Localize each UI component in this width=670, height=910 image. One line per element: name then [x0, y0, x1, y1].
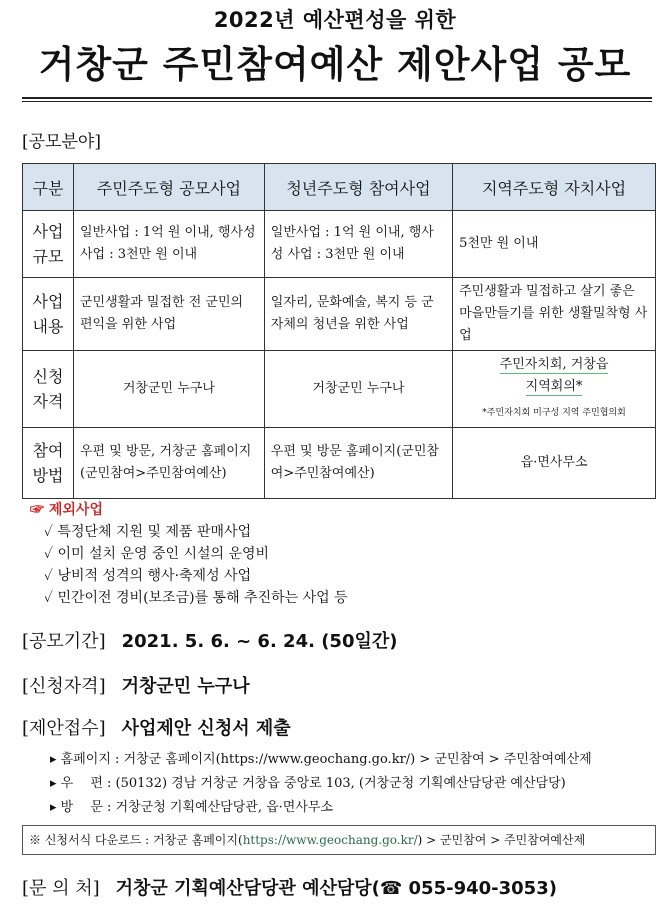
column-header: 구분 [23, 164, 74, 211]
eligibility-label: [신청자격] [22, 676, 106, 697]
field-section-label: [공모분야] [22, 132, 101, 152]
row-header: 신청 자격 [23, 351, 74, 428]
exclusions-heading: ☞ 제외사업 [30, 502, 103, 518]
table-cell: 일자리, 문화예술, 복지 등 군 자체의 청년을 위한 사업 [264, 278, 452, 351]
field-table [22, 163, 656, 499]
period-label: [공모기간] [22, 631, 106, 652]
column-header: 주민주도형 공모사업 [74, 164, 265, 211]
table-cell: 우편 및 방문 홈페이지(군민참여>주민참여예산) [264, 428, 452, 499]
table-cell [453, 351, 656, 428]
table-cell: 일반사업 : 1억 원 이내, 행사성 사업 : 3천만 원 이내 [264, 211, 452, 278]
table-row [23, 428, 656, 499]
row-header: 사업 내용 [23, 278, 74, 351]
list-item: ▸ 우 편 : (50132) 경남 거창군 거창읍 중앙로 103, (거창군청 기획예산담당관 예산담당) [50, 776, 566, 791]
period-row [22, 627, 397, 653]
column-header: 지역주도형 자치사업 [453, 164, 656, 211]
list-item: ✓ 민간이전 경비(보조금)를 통해 추진하는 사업 등 [44, 590, 348, 606]
title-divider [22, 97, 652, 99]
contact-value: 거창군 기획예산담당관 예산담당(☎ 055-940-3053) [115, 878, 557, 899]
submission-methods [50, 748, 592, 820]
submission-label: [제안접수] [22, 718, 106, 739]
contact-label: [문 의 처] [22, 878, 100, 899]
eligibility-note: *주민자치회 미구성 지역 주민협의회 [482, 408, 626, 418]
table-cell: 읍·면사무소 [453, 428, 656, 499]
row-header: 참여 방법 [23, 428, 74, 499]
table-cell: 우편 및 방문, 거창군 홈페이지(군민참여>주민참여예산) [74, 428, 265, 499]
list-item: ▸ 방 문 : 거창군청 기획예산담당관, 읍·면사무소 [50, 800, 334, 815]
table-cell: 거창군민 누구나 [74, 351, 265, 428]
row-header: 사업 규모 [23, 211, 74, 278]
table-row [23, 278, 656, 351]
table-cell: 5천만 원 이내 [453, 211, 656, 278]
column-header: 청년주도형 참여사업 [264, 164, 452, 211]
download-prefix: ※ 신청서식 다운로드 : 거창군 홈페이지( [29, 833, 243, 847]
download-suffix: ) > 군민참여 > 주민참여예산제 [417, 833, 586, 847]
table-row [23, 211, 656, 278]
eligibility-line-2: 지역회의* [525, 379, 583, 394]
contact-row [22, 874, 557, 900]
eligibility-row [22, 672, 250, 698]
period-value: 2021. 5. 6. ~ 6. 24. (50일간) [121, 631, 398, 652]
table-cell: 군민생활과 밀접한 전 군민의 편익을 위한 사업 [74, 278, 265, 351]
submission-row [22, 714, 291, 740]
list-item: ✓ 이미 설치 운영 중인 시설의 운영비 [44, 546, 270, 562]
eligibility-line-1: 주민자치회, 거창읍 [499, 357, 609, 372]
page-title: 거창군 주민참여예산 제안사업 공모 [38, 43, 632, 86]
exclusions-list [30, 499, 348, 609]
list-item: ✓ 특정단체 지원 및 제품 판매사업 [44, 524, 252, 540]
list-item: ▸ 홈페이지 : 거창군 홈페이지(https://www.geochang.go.kr/) > 군민참여 > 주민참여예산제 [50, 752, 592, 767]
submission-value: 사업제안 신청서 제출 [121, 718, 291, 739]
table-cell: 거창군민 누구나 [264, 351, 452, 428]
table-row [23, 351, 656, 428]
download-note [22, 825, 656, 855]
eligibility-value: 거창군민 누구나 [121, 676, 250, 697]
subtitle: 2022년 예산편성을 위한 [213, 8, 457, 32]
table-cell: 주민생활과 밀접하고 살기 좋은 마을만들기를 위한 생활밀착형 사업 [453, 278, 656, 351]
title-divider-thin [22, 101, 652, 102]
table-cell: 일반사업 : 1억 원 이내, 행사성 사업 : 3천만 원 이내 [74, 211, 265, 278]
list-item: ✓ 낭비적 성격의 행사·축제성 사업 [44, 568, 252, 584]
homepage-link[interactable]: https://www.geochang.go.kr/ [242, 833, 418, 847]
table-header-row [23, 164, 656, 211]
